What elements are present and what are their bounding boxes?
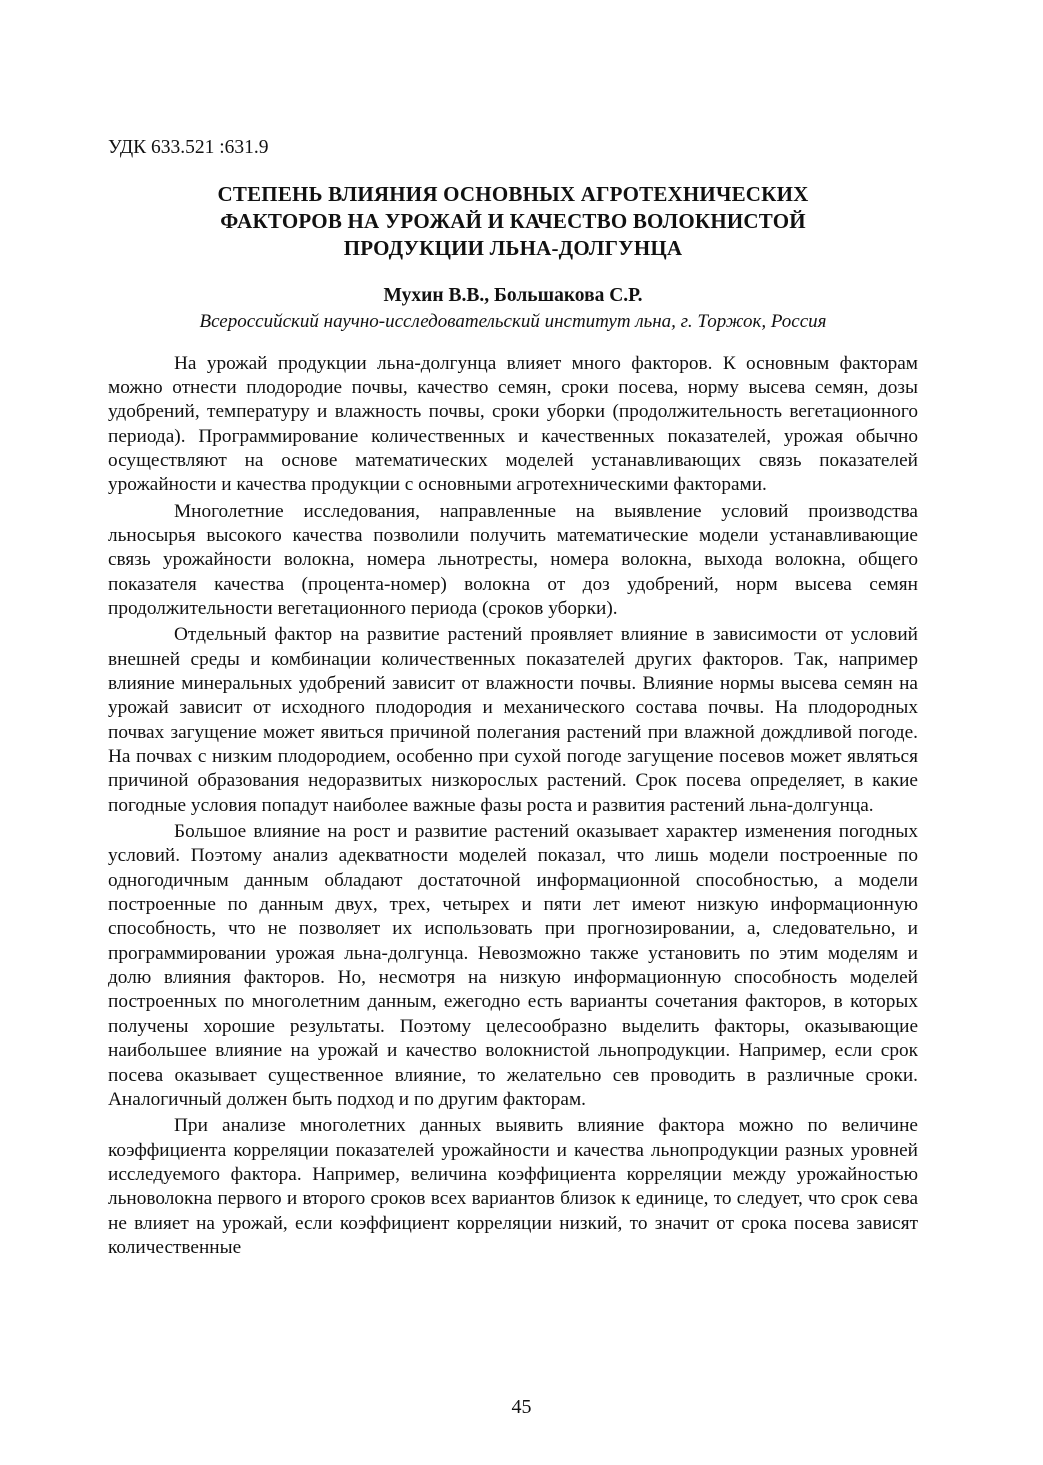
paragraph-4: Большое влияние на рост и развитие растений оказывает характер изменения погодных условий. Поэтому анализ адекватности моделей показал, что лишь модели построенные по одногодичным данным обладают достаточной информационной способностью, а модели построенные по данным двух, трех, четырех и пяти лет имеют низкую информационную способность, что не позволяет их использовать при прогнозировании, а, следовательно, и программировании урожая льна-долгунца. Невозможно также установить по этим моделям и долю влияния факторов. Но, несмотря на низкую информационную способность моделей построенных по многолетним данным, ежегодно есть варианты сочетания факторов, в которых получены хорошие результаты. Поэтому целесообразно выделить факторы, оказывающие наибольшее влияние на урожай и качество волокнистой льнопродукции. Например, если срок посева оказывает существенное влияние, то желательно сев проводить в различные сроки. Аналогичный должен быть подход и по другим факторам.	[108, 821, 918, 1110]
udk-code: УДК 633.521 :631.9	[108, 137, 269, 158]
title-line-2: ФАКТОРОВ НА УРОЖАЙ И КАЧЕСТВО ВОЛОКНИСТОЙ	[220, 209, 806, 234]
article-title	[108, 181, 918, 262]
paragraph-2: Многолетние исследования, направленные на выявление условий производства льносырья высокого качества позволили получить математические модели устанавливающие связь урожайности волокна, номера льнотресты, номера волокна, выхода волокна, общего показателя качества (процента-номер) волокна от доз удобрений, норм высева семян продолжительности вегетационного периода (сроков уборки).	[108, 500, 918, 619]
paragraph-1: На урожай продукции льна-долгунца влияет много факторов. К основным факторам можно отнести плодородие почвы, качество семян, сроки посева, норму высева семян, дозы удобрений, температуру и влажность почвы, сроки уборки (продолжительность вегетационного периода). Программирование количественных и качественных показателей, урожая обычно осуществляют на основе математических моделей устанавливающих связь показателей урожайности и качества продукции с основными агротехническими факторами.	[108, 352, 918, 496]
affiliation: Всероссийский научно-исследовательский институт льна, г. Торжок, Россия	[199, 310, 827, 332]
paragraph-3: Отдельный фактор на развитие растений проявляет влияние в зависимости от условий внешней среды и комбинации количественных показателей других факторов. Так, например влияние минеральных удобрений зависит от влажности почвы. Влияние нормы высева семян на урожай зависит от исходного плодородия и механического состава почвы. На плодородных почвах загущение может явиться причиной полегания растений при влажной дождливой погоде. На почвах с низким плодородием, особенно при сухой погоде загущение посевов может являться причиной образования недоразвитых низкорослых растений. Срок посева определяет, в какие погодные условия попадут наиболее важные фазы роста и развития растений льна-долгунца.	[108, 624, 918, 816]
authors: Мухин В.В., Большакова С.Р.	[383, 285, 643, 307]
title-line-3: ПРОДУКЦИИ ЛЬНА-ДОЛГУНЦА	[343, 236, 683, 261]
page-number: 45	[511, 1396, 532, 1418]
article-page	[108, 136, 918, 1262]
paragraph-5: При анализе многолетних данных выявить влияние фактора можно по величине коэффициента корреляции показателей урожайности и качества льнопродукции разных уровней исследуемого фактора. Например, величина коэффициента корреляции между урожайностью льноволокна первого и второго сроков всех вариантов близок к единице, то следует, что срок сева не влияет на урожай, если коэффициент корреляции низкий, то значит от срока посева зависят количественные	[108, 1115, 918, 1258]
title-line-1: СТЕПЕНЬ ВЛИЯНИЯ ОСНОВНЫХ АГРОТЕХНИЧЕСКИХ	[217, 182, 809, 207]
